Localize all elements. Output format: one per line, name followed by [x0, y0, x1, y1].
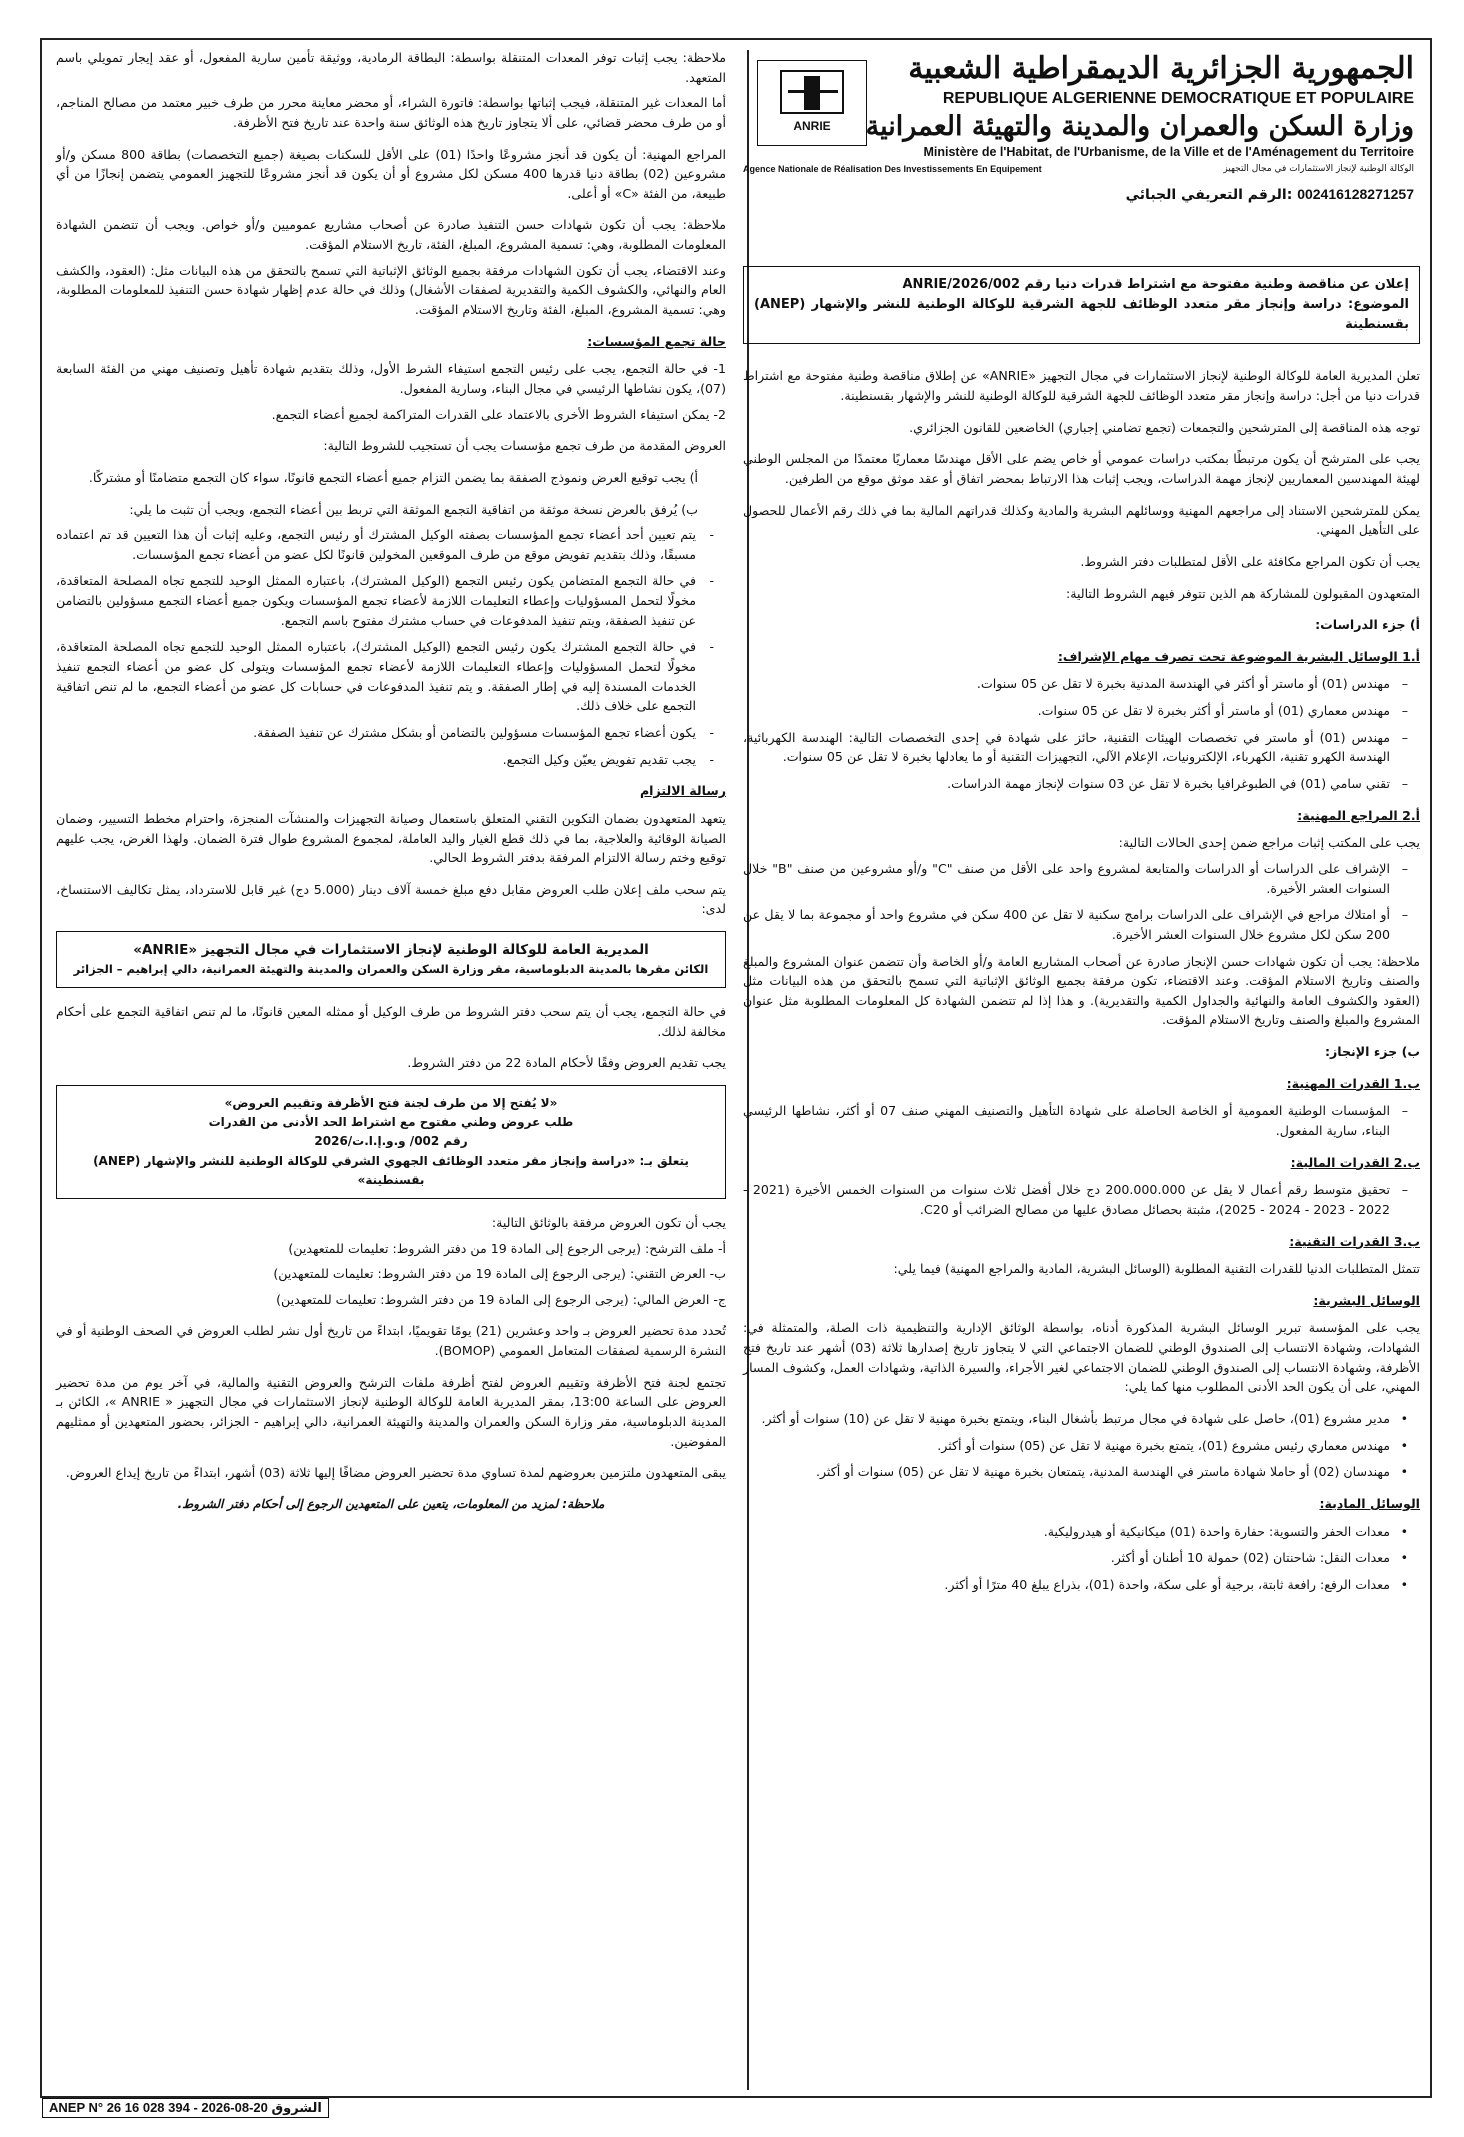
list-item: • مهندس معماري رئيس مشروع (01)، يتمتع بخبرة مهنية لا تقل عن (05) سنوات أو أكثر. — [743, 1436, 1420, 1456]
professional-refs: المراجع المهنية: أن يكون قد أنجز مشروعًا واحدًا (01) على الأقل للسكنات بصيغة (جميع التخصصات) بطاقة 800 مسكن و/أو مشروعين (02) بطاقة دنيا قدرها 400 مسكن لكل مشروع أو أن يكون قد أنجز مشروعًا للتجهيز العمومي يتضمن إنجازًا من أي طبيعة، من الفئة «C» أو أعلى. — [56, 146, 726, 201]
left-column — [56, 48, 726, 1514]
list-item: • مهندسان (02) أو حاملا شهادة ماستر في الهندسة المدنية، يتمتعان بخبرة مهنية لا تقل عن (05) سنوات أو أكثر. — [743, 1462, 1420, 1482]
human-title: الوسائل البشرية: — [1313, 1292, 1420, 1308]
grouping-withdraw: في حالة التجمع، يجب أن يتم سحب دفتر الشروط من طرف الوكيل أو ممثله المعين قانونًا، ما لم تنص اتفاقية التجمع على أحكام مخالفة لذلك. — [56, 1004, 726, 1039]
envelope-line-2: طلب عروض وطني مفتوح مع اشتراط الحد الأدنى من القدرات — [208, 1115, 574, 1130]
republic-fr: REPUBLIQUE ALGERIENNE DEMOCRATIQUE ET POPULAIRE — [942, 89, 1414, 107]
paragraph-4: يجب أن تكون المراجع مكافئة على الأقل لمتطلبات دفتر الشروط. — [1080, 553, 1420, 569]
right-column — [743, 48, 1420, 1602]
list-item: – أو امتلاك مراجع في الإشراف على الدراسات برامج سكنية لا تقل عن 400 سكن في مشروع واحد أو مجموعة بما لا يقل عن 200 سكن لكل مشروع خلال السنوات العشر الأخيرة. — [743, 905, 1420, 944]
doc-item: ب- العرض التقني: (يرجى الرجوع إلى المادة 19 من دفتر الشروط: تعليمات للمتعهدين) — [273, 1266, 726, 1282]
anrie-logo — [757, 60, 867, 146]
validity-text: يبقى المتعهدون ملتزمين بعروضهم لمدة تساوي مدة تحضير العروض مضافًا إليها ثلاثة (03) أشهر، ابتداءً من تاريخ إيداع العروض. — [65, 1465, 726, 1481]
final-note: ملاحظة: لمزيد من المعلومات، يتعين على المتعهدين الرجوع إلى أحكام دفتر الشروط. — [177, 1496, 605, 1511]
address-box-line-2: الكائن مقرها بالمدينة الدبلوماسية، مقر وزارة السكن والعمران والمدينة والتهيئة العمرانية، دالي إبراهيم – الجزائر — [73, 962, 709, 977]
envelope-line-3: رقم 002/ و.و.إ.ا.ت/2026 — [314, 1134, 468, 1149]
grouping-a: أ) يجب توقيع العرض ونموذج الصفقة بما يضمن التزام جميع أعضاء التجمع قانونًا، سواء كان التجمع متضامنًا أو مشتركًا. — [88, 469, 698, 485]
section-b-title: ب) جزء الإنجاز: — [1324, 1044, 1420, 1060]
grouping-title: حالة تجمع المؤسسات: — [587, 333, 726, 349]
commitment-title: رسالة الالتزام — [639, 783, 726, 799]
tax-id — [743, 184, 1414, 207]
withdraw-text: يتم سحب ملف إعلان طلب العروض مقابل دفع مبلغ خمسة آلاف دينار (5.000 دج) غير قابل للاسترداد، يمثل تكاليف الاستنساخ، لدى: — [56, 881, 726, 917]
list-item: - في حالة التجمع المتضامن يكون رئيس التجمع (الوكيل المشترك)، باعتباره الممثل الوحيد للتجمع تجاه المصلحة المتعاقدة، مخولًا لتحمل المسؤوليات وإعطاء التعليمات اللازمة لأعضاء تجمع المؤسسات ويكون جميع أعضاء التجمع مسؤولين بالتضامن عن تنفيذ الصفقة، ويتم تنفيذ المدفوعات في حساب مشترك مفتوح باسم التجمع. — [56, 571, 726, 630]
envelope-line-4: يتعلق بـ: «دراسة وإنجاز مقر متعدد الوظائف الجهوي الشرقي للوكالة الوطنية للنشر والإشهار (ANEP) بقسنطينة» — [93, 1153, 689, 1187]
address-box-line-1: المديرية العامة للوكالة الوطنية لإنجاز الاستثمارات في مجال التجهيز «ANRIE» — [133, 942, 649, 959]
grouping-item: 2- يمكن استيفاء الشروط الأخرى بالاعتماد على القدرات المتراكمة لجميع أعضاء التجمع. — [271, 406, 726, 422]
envelope-box — [56, 1085, 726, 1199]
grouping-offer: العروض المقدمة من طرف تجمع مؤسسات يجب أن تستجيب للشروط التالية: — [323, 438, 726, 454]
b1-title: ب.1 القدرات المهنية: — [1286, 1075, 1420, 1091]
paragraph-3: يمكن للمترشحين الاستناد إلى مراجعهم المهنية ووسائلهم البشرية والمادية وكذلك قدراتهم المالية بما في ذلك رقم الأعمال للحصول على التأهيل المهني. — [743, 502, 1420, 538]
footer-paper-name: الشروق — [271, 2101, 322, 2116]
logo-text: ANRIE — [793, 119, 831, 134]
agency-ar: الوكالة الوطنية لإنجاز الاستثمارات في مجال التجهيز — [1223, 164, 1414, 175]
a2-title: أ.2 المراجع المهنية: — [1297, 807, 1420, 823]
commitment-text: يتعهد المتعهدون بضمان التكوين التقني المتعلق باستعمال وصيانة التجهيزات والمنشآت المنجزة، واحترام مخطط التسيير، وضمان الصيانة الوقائية والعلاجية، بما في ذلك قطع الغيار واليد العاملة، لمجموع المشروع طوال فترة الضمان. ولهذا الغرض، يجب عليهم توقيع وختم رسالة الالتزام المرفقة بدفتر الشروط الحالي. — [56, 810, 726, 866]
note-2: ملاحظة: يجب أن تكون شهادات حسن التنفيذ صادرة عن أصحاب مشاريع عموميين و/أو خواص. ويجب أن تتضمن الشهادة المعلومات المطلوبة، وهي: تسمية المشروع، المبلغ، الفئة، تاريخ الاستلام المؤقت. — [56, 217, 726, 253]
announcement-subject: الموضوع: دراسة وإنجاز مقر متعدد الوظائف للجهة الشرقية للوكالة الوطنية للنشر والإشهار (ANEP) بقسنطينة — [754, 297, 1409, 333]
announcement-title: إعلان عن مناقصة وطنية مفتوحة مع اشتراط قدرات دنيا رقم 002/ANRIE/2026 — [902, 277, 1409, 292]
list-item: • معدات النقل: شاحنتان (02) حمولة 10 أطنان أو أكثر. — [743, 1548, 1420, 1568]
human-text: يجب على المؤسسة تبرير الوسائل البشرية المذكورة أدناه، بواسطة الوثائق الإدارية والتنظيمية ذات الصلة، والمتمثلة في: الشهادات، وشهادة الانتساب إلى الصندوق الوطني للضمان الاجتماعي التي لا يتجاوز تاريخ إصدارها ثلاثة (03) أشهر عند تاريخ فتح الأظرفة، وشهادة الانتساب إلى الصندوق الوطني للضمان الاجتماعي لغير الأجراء، والسيرة الذاتية، وشهادات العمل، وكشوف المسار المهني، على أن يكون الحد الأدنى المطلوب منها كما يلي: — [743, 1320, 1420, 1395]
list-item: – مهندس معماري (01) أو ماستر أو أكثر بخبرة لا تقل عن 05 سنوات. — [743, 701, 1420, 721]
doc-item: أ- ملف الترشح: (يرجى الرجوع إلى المادة 19 من دفتر الشروط: تعليمات للمتعهدين) — [288, 1240, 726, 1256]
tax-id-value: 002416128271257 — [1297, 186, 1414, 203]
b3-text: تتمثل المتطلبات الدنيا للقدرات التقنية المطلوبة (الوسائل البشرية، المادية والمراجع المهنية) فيما يلي: — [893, 1261, 1420, 1277]
opening-text: تجتمع لجنة فتح الأظرفة وتقييم العروض لفتح أظرفة ملفات الترشح والعروض التقنية والمالية، في آخر يوم من مدة تحضير العروض على الساعة 13:00، بمقر المديرية العامة للوكالة الوطنية لإنجاز الاستثمارات في مجال التجهيز « ANRIE »، الكائن بـ المدينة الدبلوماسية، مقر وزارة السكن والعمران والمدينة والتهيئة العمرانية، دالي إبراهيم - الجزائر، بحضور المتعهدين أو ممثليهم المفوضين. — [56, 1374, 726, 1449]
ministry-ar: وزارة السكن والعمران والمدينة والتهيئة العمرانية — [865, 111, 1414, 143]
list-item: - في حالة التجمع المشترك يكون رئيس التجمع (الوكيل المشترك)، باعتباره الممثل الوحيد للتجمع تجاه المصلحة المتعاقدة، مخولًا لتحمل المسؤوليات وإعطاء التعليمات اللازمة لأعضاء تجمع المؤسسات ويتولى كل عضو من أعضاء التجمع تنفيذ الخدمات المسندة إليه في إطار الصفقة. و يتم تنفيذ المدفوعات في حسابات كل عضو من أعضاء التجمع، ما لم تنص اتفاقية التجمع على خلاف ذلك. — [56, 637, 726, 716]
docs-intro: يجب أن تكون العروض مرفقة بالوثائق التالية: — [491, 1214, 726, 1230]
tax-id-label: الرقم التعريفي الجبائي: — [1125, 187, 1293, 204]
intro-paragraph: تعلن المديرية العامة للوكالة الوطنية لإنجاز الاستثمارات في مجال التجهيز «ANRIE» عن إطلاق مناقصة وطنية مفتوحة مع اشتراط قدرات دنيا من أجل: دراسة وإنجاز مقر متعدد الوظائف للجهة الشرقية للوكالة الوطنية للنشر والإشهار بقسنطينة. — [743, 368, 1421, 404]
footer-ref — [42, 2098, 329, 2118]
footer-ref-number: ANEP N° 26 16 028 394 - 2026-08-20 — [49, 2100, 268, 2115]
list-item: • مدير مشروع (01)، حاصل على شهادة في مجال مرتبط بأشغال البناء، ويتمتع بخبرة مهنية لا تقل عن (10) سنوات أو أكثر. — [743, 1409, 1420, 1429]
republic-ar: الجمهورية الجزائرية الديمقراطية الشعبية — [908, 51, 1414, 86]
paragraph-2: يجب على المترشح أن يكون مرتبطًا بمكتب دراسات عمومي أو خاص يضم على الأقل مهندسًا معماريًا معتمدًا من المجلس الوطني لهيئة المهندسين المعماريين لإنجاز مهمة الدراسات، ويجب إثبات هذا الارتباط بمحضر اتفاق أو عقد موثق موقع من الطرفين. — [743, 451, 1420, 486]
note-1: ملاحظة: يجب إثبات توفر المعدات المتنقلة بواسطة: البطاقة الرمادية، ووثيقة تأمين سارية المفعول، أو عقد إيجار تمويلي باسم المتعهد. — [56, 50, 726, 85]
list-item: - يجب تقديم تفويض يعيّن وكيل التجمع. — [56, 750, 726, 770]
list-item: – المؤسسات الوطنية العمومية أو الخاصة الحاصلة على شهادة التأهيل والتصنيف المهني صنف 07 أو أكثر، نشاطها الرئيسي البناء، سارية المفعول. — [743, 1101, 1420, 1140]
paragraph-1: توجه هذه المناقصة إلى المترشحين والتجمعات (تجمع تضامني إجباري) الخاضعين للقانون الجزائري. — [909, 419, 1420, 435]
logo-mark-icon — [780, 70, 844, 114]
address-box — [56, 931, 726, 988]
newspaper-page — [40, 38, 1432, 2116]
list-item: – تحقيق متوسط رقم أعمال لا يقل عن 200.000.000 دج خلال أفضل ثلاث سنوات من السنوات الخمس الأخيرة (2021 - 2022 - 2023 - 2024 - 2025)، مثبتة بحصائل مصادق عليها من مصالح الضرائب أو C20. — [743, 1180, 1420, 1219]
section-a-title: أ) جزء الدراسات: — [1315, 617, 1420, 633]
material-title: الوسائل المادية: — [1319, 1495, 1420, 1511]
agency-line — [743, 162, 1414, 176]
list-item: – الإشراف على الدراسات أو الدراسات والمتابعة لمشروع واحد على الأقل من صنف "C" و/أو مشروعين من صنف "B" خلال السنوات العشر الأخيرة. — [743, 859, 1420, 898]
b3-title: ب.3 القدرات التقنية: — [1289, 1233, 1420, 1249]
a-note: ملاحظة: يجب أن تكون شهادات حسن الإنجاز صادرة عن أصحاب المشاريع العامة و/أو الخاصة وأن تتضمن عنوان المشروع والمبلغ والصنف وتاريخ الاستلام المؤقت. وعند الاقتضاء، تكون مرفقة بجميع الوثائق الإثباتية التي تسمح بالتحقق من هذه البيانات مثل (العقود والكشوف العامة والنهائية والجداول الكمية والتقديرية). و هذا إذا لم تتضمن الشهادة كل المعلومات المطلوبة مثل عنوان المشروع والمبلغ والصنف وتاريخ الاستلام المؤقت. — [743, 953, 1420, 1028]
submit-text: يجب تقديم العروض وفقًا لأحكام المادة 22 من دفتر الشروط. — [407, 1055, 726, 1071]
list-item: – مهندس (01) أو ماستر في تخصصات الهيئات التقنية، حائز على شهادة في إحدى التخصصات التالية: الهندسة الكهربائية، الهندسة الكهرو تقنية، الكهرباء، الإلكترونيات، الإعلام الآلي، التجهيزات التقنية أو ما يعادلها بخبرة لا تقل عن 05 سنوات. — [743, 728, 1420, 767]
list-item: • معدات الرفع: رافعة ثابتة، برجية أو على سكة، واحدة (01)، بذراع يبلغ 40 مترًا أو أكثر. — [743, 1575, 1420, 1595]
a1-title: أ.1 الوسائل البشرية الموضوعة تحت تصرف مهام الإشراف: — [1057, 648, 1420, 664]
announcement-box — [743, 266, 1420, 344]
list-item: - يتم تعيين أحد أعضاء تجمع المؤسسات بصفته الوكيل المشترك أو رئيس التجمع، وعليه إثبات أن هذا التعيين قد تم اعتماده مسبقًا، وذلك بتقديم تفويض موقع من طرف الموقعين المخولين قانونًا لكل عضو من أعضاء تجمع المؤسسات. — [56, 525, 726, 564]
list-item: – تقني سامي (01) في الطبوغرافيا بخبرة لا تقل عن 03 سنوات لإنجاز مهمة الدراسات. — [743, 774, 1420, 794]
b2-title: ب.2 القدرات المالية: — [1290, 1154, 1420, 1170]
list-item: • معدات الحفر والتسوية: حفارة واحدة (01) ميكانيكية أو هيدروليكية. — [743, 1522, 1420, 1542]
agency-fr: Agence Nationale de Réalisation Des Investissements En Equipement — [743, 164, 1042, 175]
ministry-fr: Ministère de l'Habitat, de l'Urbanisme, de la Ville et de l'Aménagement du Territoire — [923, 144, 1414, 159]
list-item: – مهندس (01) أو ماستر أو أكثر في الهندسة المدنية بخبرة لا تقل عن 05 سنوات. — [743, 674, 1420, 694]
duration-text: تُحدد مدة تحضير العروض بـ واحد وعشرين (21) يومًا تقويميًا، ابتداءً من تاريخ أول نشر لطلب العروض في الصحف الوطنية أو في النشرة الرسمية لصفقات المتعامل العمومي (BOMOP). — [56, 1323, 726, 1359]
paragraph-5: المتعهدون المقبولون للمشاركة هم الذين تتوفر فيهم الشروط التالية: — [1065, 585, 1420, 601]
list-item: - يكون أعضاء تجمع المؤسسات مسؤولين بالتضامن أو بشكل مشترك عن تنفيذ الصفقة. — [56, 723, 726, 743]
grouping-item: 1- في حالة التجمع، يجب على رئيس التجمع استيفاء الشرط الأول، وذلك بتقديم شهادة تأهيل وتصنيف مهني من الفئة السابعة (07)، يكون نشاطها الرئيسي في مجال البناء، وسارية المفعول. — [56, 361, 726, 396]
letterhead — [743, 52, 1420, 266]
a2-intro: يجب على المكتب إثبات مراجع ضمن إحدى الحالات التالية: — [1118, 835, 1420, 851]
note-2b: وعند الاقتضاء، يجب أن تكون الشهادات مرفقة بجميع الوثائق الإثباتية التي تسمح بالتحقق من هذه البيانات مثل: (العقود، والكشف العام والنهائي، والكشوف الكمية والتقديرية لصفقات الأشغال) وذلك في حالة عدم إظهار شهادة حسن التنفيذ للمعلومات المطلوبة، وهي: تسمية المشروع، المبلغ، الفئة وتاريخ الاستلام المؤقت. — [56, 262, 726, 318]
note-1b: أما المعدات غير المتنقلة، فيجب إثباتها بواسطة: فاتورة الشراء، أو محضر معاينة محرر من طرف خبير معتمد من مصالح المناجم، أو من طرف محضر قضائي، على ألا يتجاوز تاريخ هذه الوثائق سنة واحدة عند تاريخ فتح الأظرفة. — [56, 95, 726, 130]
grouping-b: ب) يُرفق بالعرض نسخة موثقة من اتفاقية التجمع الموثقة التي تربط بين أعضاء التجمع، ويجب أن تثبت ما يلي: — [129, 501, 698, 517]
doc-item: ج- العرض المالي: (يرجى الرجوع إلى المادة 19 من دفتر الشروط: تعليمات للمتعهدين) — [276, 1291, 726, 1307]
envelope-line-1: «لا يُفتح إلا من طرف لجنة فتح الأظرفة وتقييم العروض» — [224, 1095, 558, 1110]
